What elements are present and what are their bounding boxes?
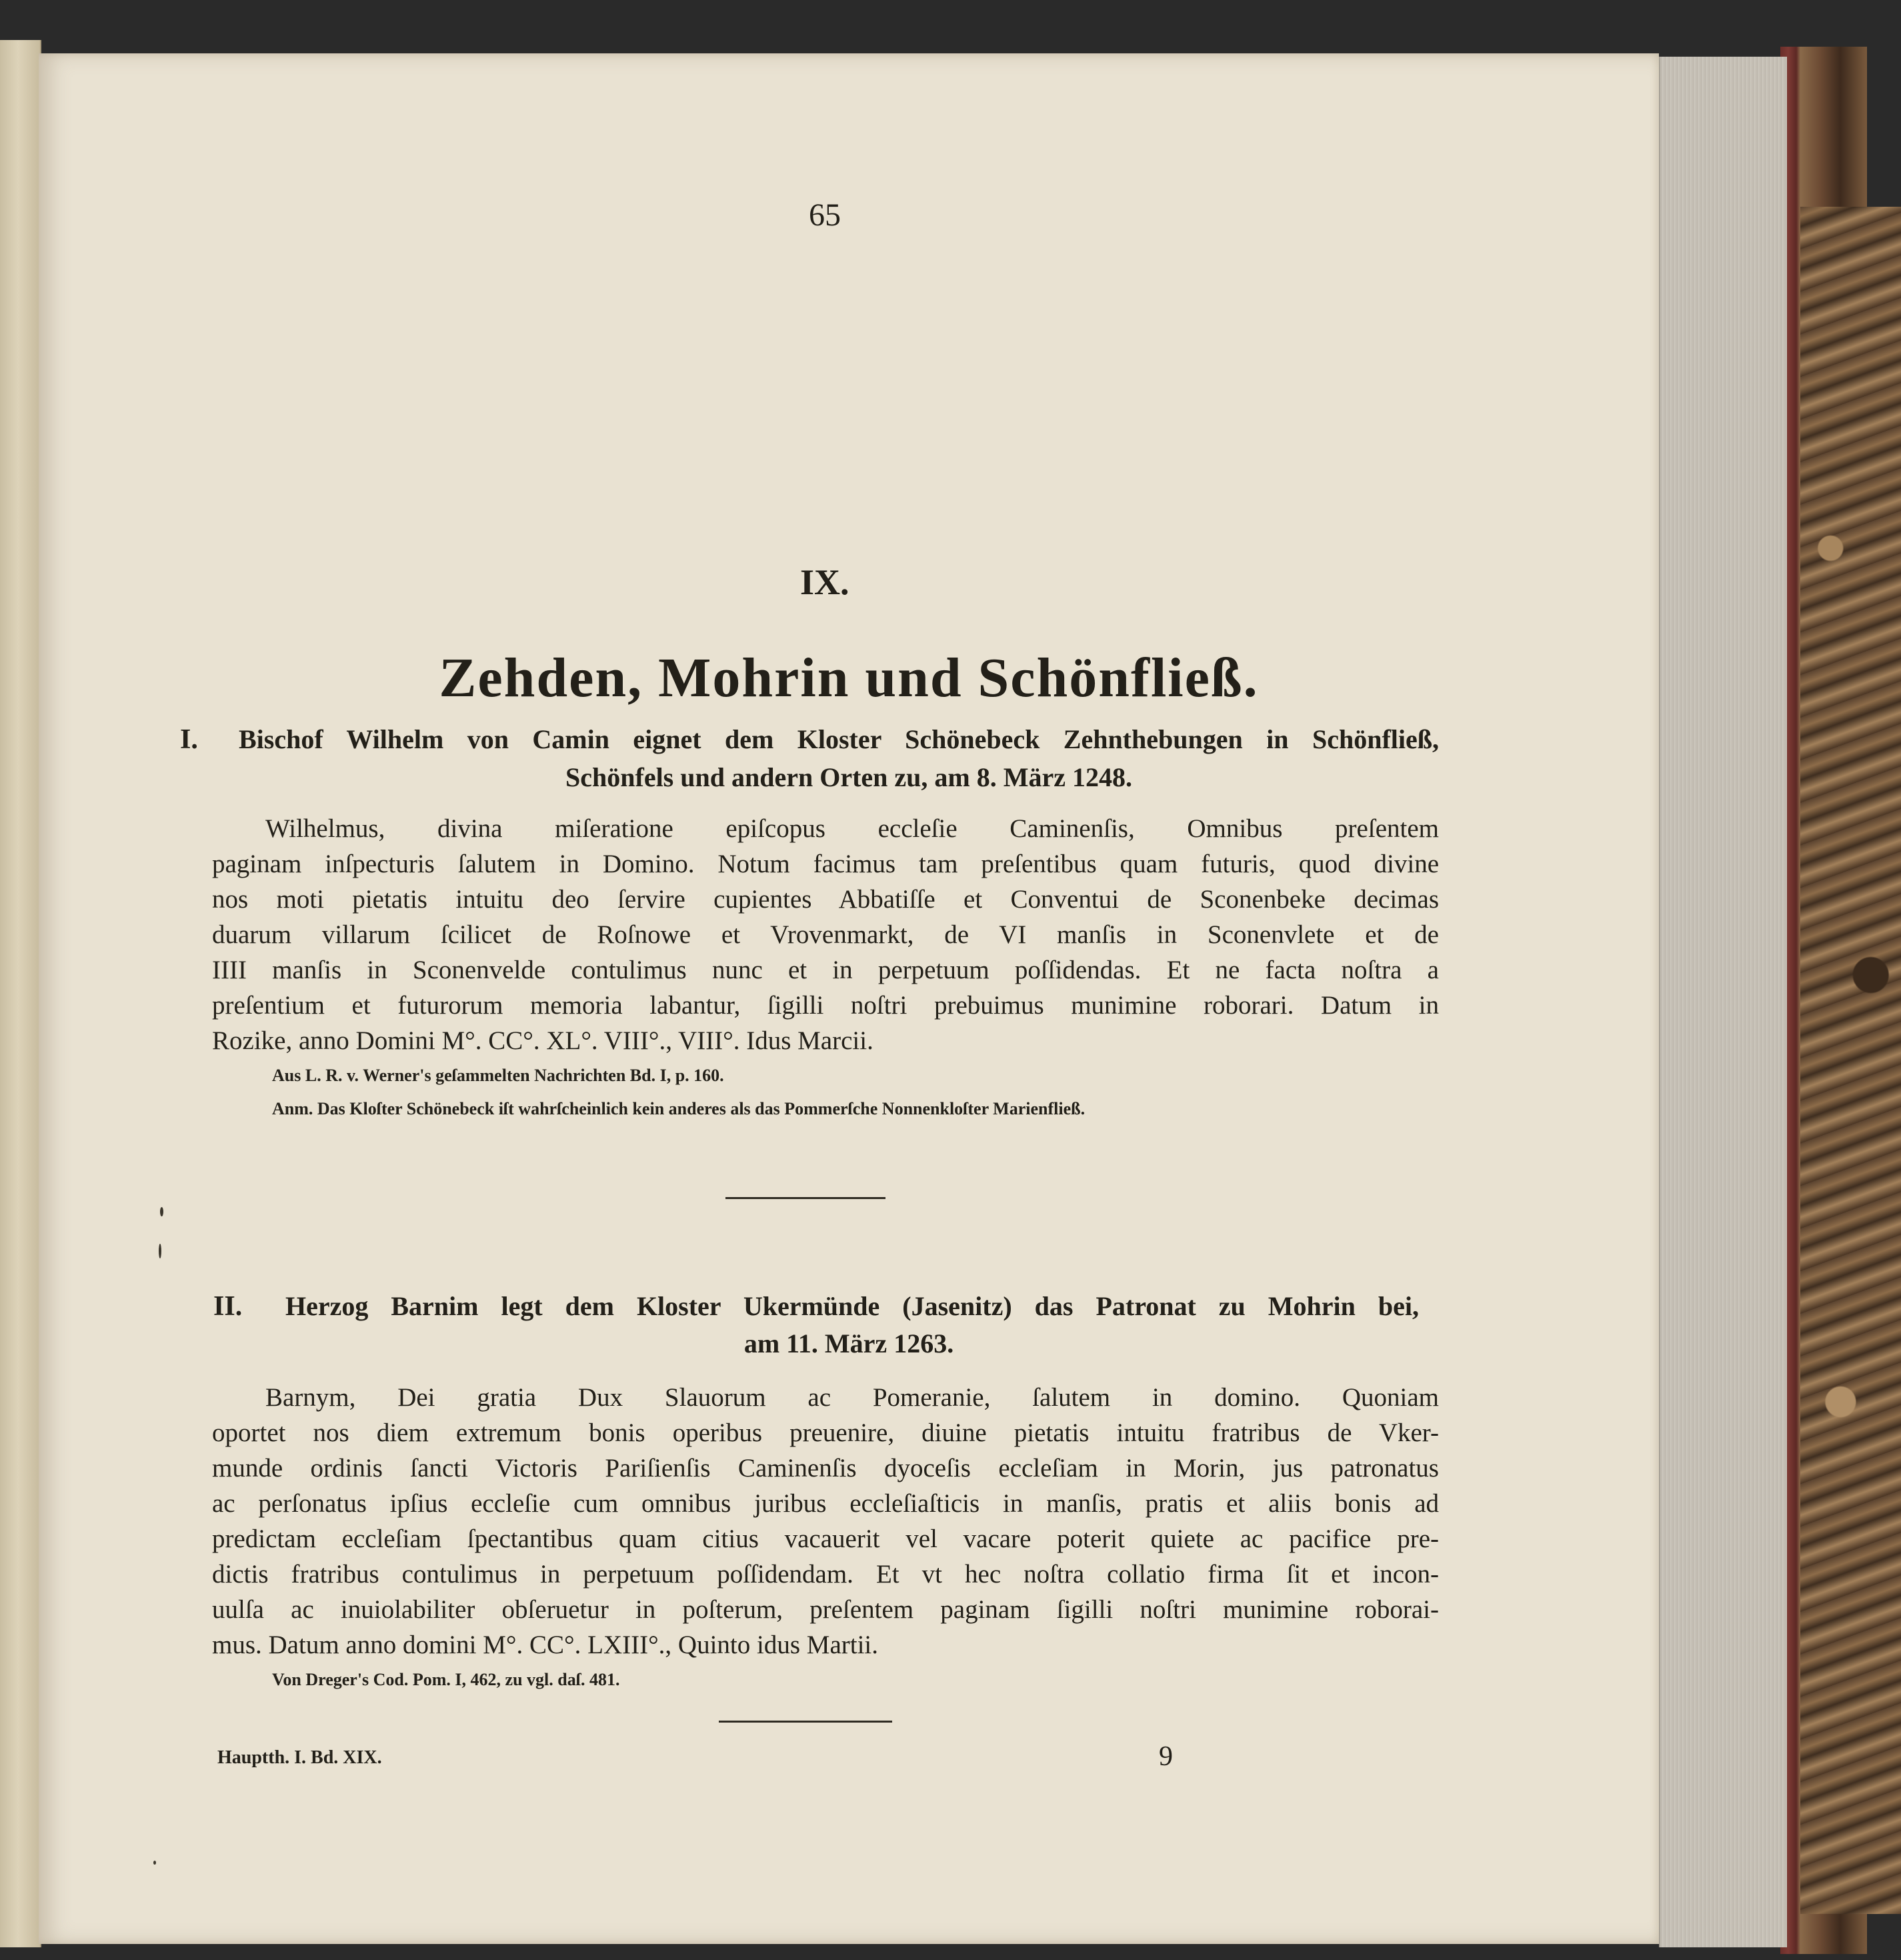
doc2-source: Von Dreger's Cod. Pom. I, 462, zu vgl. daſ. 481. (272, 1670, 620, 1689)
doc2-line: predictam eccleſiam ſpectantibus quam citius vacauerit vel vacare poterit quiete ac pacifice pre- (212, 1525, 1439, 1553)
page-stack-edges (1659, 57, 1787, 1947)
doc1-source: Aus L. R. v. Werner's geſammelten Nachrichten Bd. I, p. 160. (272, 1066, 724, 1085)
marbled-cover (1800, 207, 1901, 1914)
page-number: 65 (809, 197, 841, 233)
doc1-line: paginam inſpecturis ſalutem in Domino. Notum facimus tam preſentibus quam futuris, quod divine (212, 850, 1439, 878)
footer-signature: Hauptth. I. Bd. XIX. (217, 1747, 382, 1768)
doc1-line: duarum villarum ſcilicet de Roſnowe et Vrovenmarkt, de VI manſis in Sconenvlete et de (212, 920, 1439, 949)
right-page (39, 53, 1659, 1944)
doc2-line: Barnym, Dei gratia Dux Slauorum ac Pomeranie, ſalutem in domino. Quoniam (265, 1383, 1439, 1412)
doc1-line: Wilhelmus, divina miſeratione epiſcopus eccleſie Caminenſis, Omnibus preſentem (265, 814, 1439, 843)
doc2-line: ac perſonatus ipſius eccleſie cum omnibus juribus eccleſiaſticis in manſis, pratis et aliis bonis ad (212, 1489, 1439, 1518)
doc2-line: oportet nos diem extremum bonis operibus preuenire, diuine pietatis intuitu fratribus de Vker- (212, 1418, 1439, 1447)
doc2-line: mus. Datum anno domini M°. CC°. LXIII°., Quinto idus Martii. (212, 1631, 878, 1659)
left-page-gutter (0, 40, 41, 1947)
paper-speck (159, 1244, 161, 1258)
doc2-heading-line1: Herzog Barnim legt dem Kloster Ukermünde (Jasenitz) das Patronat zu Mohrin bei, (285, 1291, 1419, 1321)
section-divider (719, 1721, 892, 1723)
chapter-title: Zehden, Mohrin und Schönfließ. (439, 647, 1259, 709)
doc1-line: Rozike, anno Domini M°. CC°. XL°. VIII°., VIII°. Idus Marcii. (212, 1026, 873, 1055)
doc2-line: uulſa ac inuiolabiliter obſeruetur in poſterum, preſentem paginam ſigilli noſtri munimine roborai- (212, 1595, 1439, 1624)
footer-sheet-number: 9 (1159, 1741, 1173, 1772)
doc1-heading-line2: Schönfels und andern Orten zu, am 8. März 1248. (565, 762, 1132, 792)
doc1-line: preſentium et futurorum memoria labantur, ſigilli noſtri prebuimus munimine roborari. Datum in (212, 991, 1439, 1020)
doc2-numeral: II. (213, 1291, 243, 1322)
paper-speck (160, 1207, 163, 1216)
doc1-line: nos moti pietatis intuitu deo ſervire cupientes Abbatiſſe et Conventui de Sconenbeke decimas (212, 885, 1439, 914)
doc1-heading-line1: Bischof Wilhelm von Camin eignet dem Kloster Schönebeck Zehnthebungen in Schönfließ, (239, 724, 1439, 754)
doc1-line: IIII manſis in Sconenvelde contulimus nunc et in perpetuum poſſidendas. Et ne facta noſtra a (212, 956, 1439, 984)
doc1-numeral: I. (180, 724, 198, 755)
document-number: IX. (800, 562, 849, 602)
section-divider (725, 1197, 885, 1199)
doc1-note: Anm. Das Kloſter Schönebeck iſt wahrſcheinlich kein anderes als das Pommerſche Nonnenkloſter Marienfließ. (272, 1099, 1086, 1118)
paper-speck (153, 1861, 156, 1865)
doc2-line: dictis fratribus contulimus in perpetuum poſſidendam. Et vt hec noſtra collatio firma ſit et incon- (212, 1560, 1439, 1589)
doc2-line: munde ordinis ſancti Victoris Pariſienſis Caminenſis dyoceſis eccleſiam in Morin, jus patronatus (212, 1454, 1439, 1483)
doc2-heading-line2: am 11. März 1263. (743, 1328, 954, 1358)
